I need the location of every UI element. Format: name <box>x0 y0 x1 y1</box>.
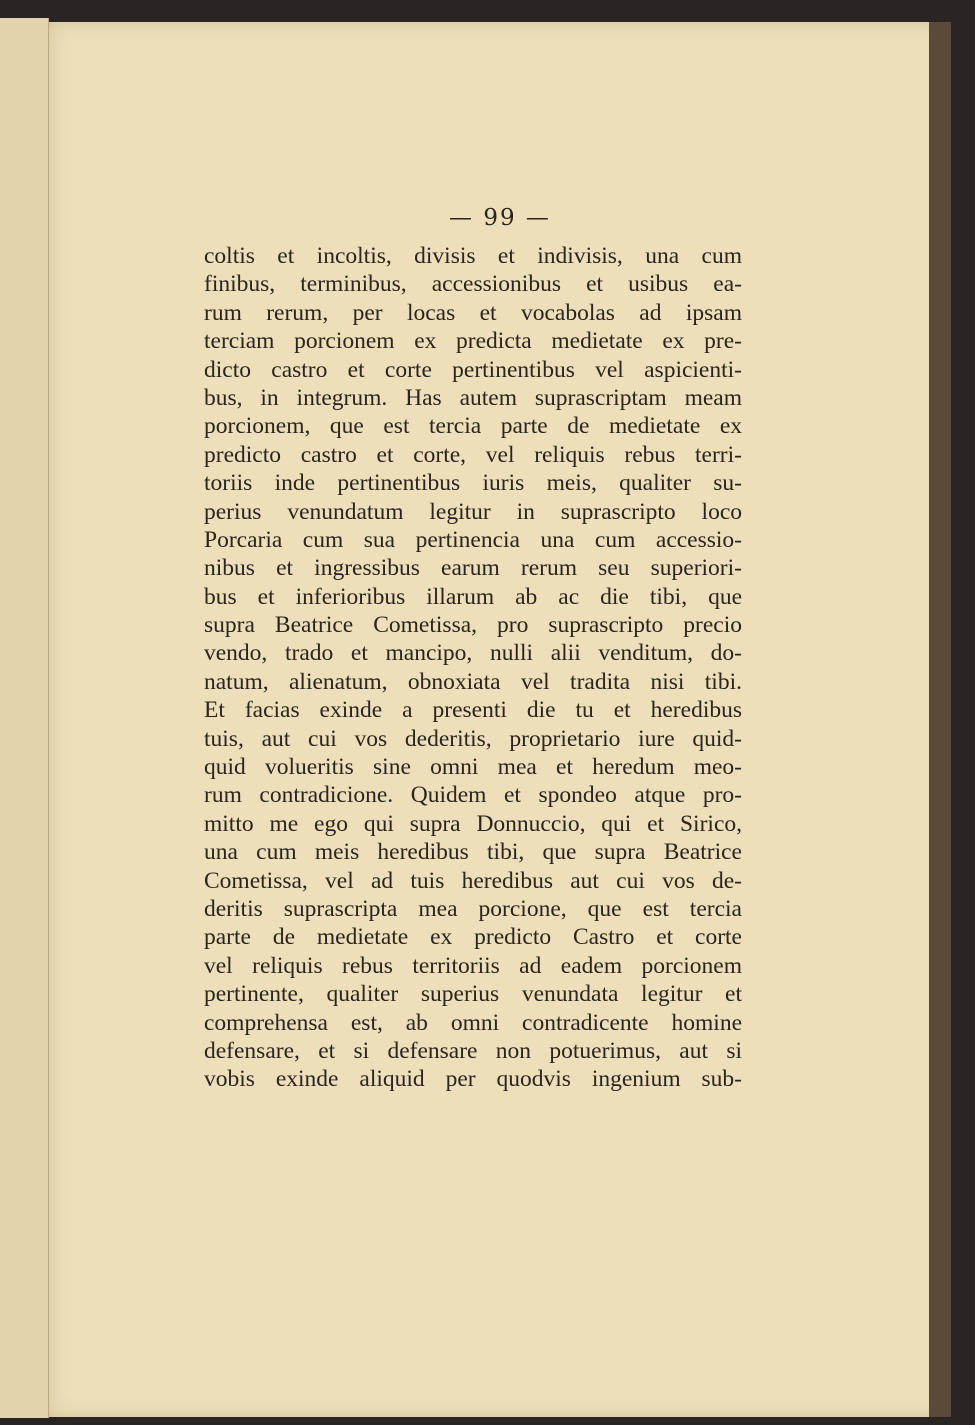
text-line: perius venundatum legitur in suprascripto loco <box>204 498 742 525</box>
text-line: deritis suprascripta mea porcione, que est tercia <box>204 895 742 922</box>
text-line: supra Beatrice Cometissa, pro suprascripto precio <box>204 612 742 639</box>
text-line: porcionem, que est tercia parte de medietate ex <box>204 413 742 440</box>
text-line: toriis inde pertinentibus iuris meis, qualiter su- <box>204 470 742 497</box>
text-line: tuis, aut cui vos dederitis, proprietario iure quid- <box>204 725 742 752</box>
text-line: parte de medietate ex predicto Castro et corte <box>204 924 742 951</box>
text-line: natum, alienatum, obnoxiata vel tradita nisi tibi. <box>204 668 742 695</box>
page-number: — 99 — <box>449 205 551 231</box>
text-line: vendo, trado et mancipo, nulli alii venditum, do- <box>204 640 742 667</box>
text-line: comprehensa est, ab omni contradicente homine <box>204 1009 742 1036</box>
text-line: dicto castro et corte pertinentibus vel aspicienti- <box>204 356 742 383</box>
text-line: Et facias exinde a presenti die tu et heredibus <box>204 697 742 724</box>
text-line: rum contradicione. Quidem et spondeo atque pro- <box>204 782 742 809</box>
text-line: defensare, et si defensare non potuerimus, aut si <box>204 1037 742 1064</box>
text-line: coltis et incoltis, divisis et indivisis, una cum <box>204 243 742 269</box>
text-line: vobis exinde aliquid per quodvis ingenium sub- <box>204 1066 742 1093</box>
text-line: quid volueritis sine omni mea et heredum meo- <box>204 754 742 781</box>
previous-page-edge <box>0 18 49 1418</box>
text-line: nibus et ingressibus earum rerum seu superiori- <box>204 555 742 582</box>
text-line: Cometissa, vel ad tuis heredibus aut cui vos de- <box>204 867 742 894</box>
text-line: Porcaria cum sua pertinencia una cum accessio- <box>204 526 742 553</box>
text-line: una cum meis heredibus tibi, que supra Beatrice <box>204 839 742 866</box>
text-line: rum rerum, per locas et vocabolas ad ipsam <box>204 299 742 326</box>
book-page <box>49 22 951 1417</box>
text-line: terciam porcionem ex predicta medietate ex pre- <box>204 328 742 355</box>
text-line: finibus, terminibus, accessionibus et usibus ea- <box>204 271 742 298</box>
text-line: bus et inferioribus illarum ab ac die tibi, que <box>204 583 742 610</box>
body-text <box>204 242 742 1094</box>
binding-edge <box>929 22 951 1417</box>
text-line: predicto castro et corte, vel reliquis rebus terri- <box>204 441 742 468</box>
text-line: bus, in integrum. Has autem suprascriptam meam <box>204 384 742 411</box>
text-line: mitto me ego qui supra Donnuccio, qui et Sirico, <box>204 810 742 837</box>
text-line: vel reliquis rebus territoriis ad eadem porcionem <box>204 952 742 979</box>
text-line: pertinente, qualiter superius venundata legitur et <box>204 981 742 1008</box>
